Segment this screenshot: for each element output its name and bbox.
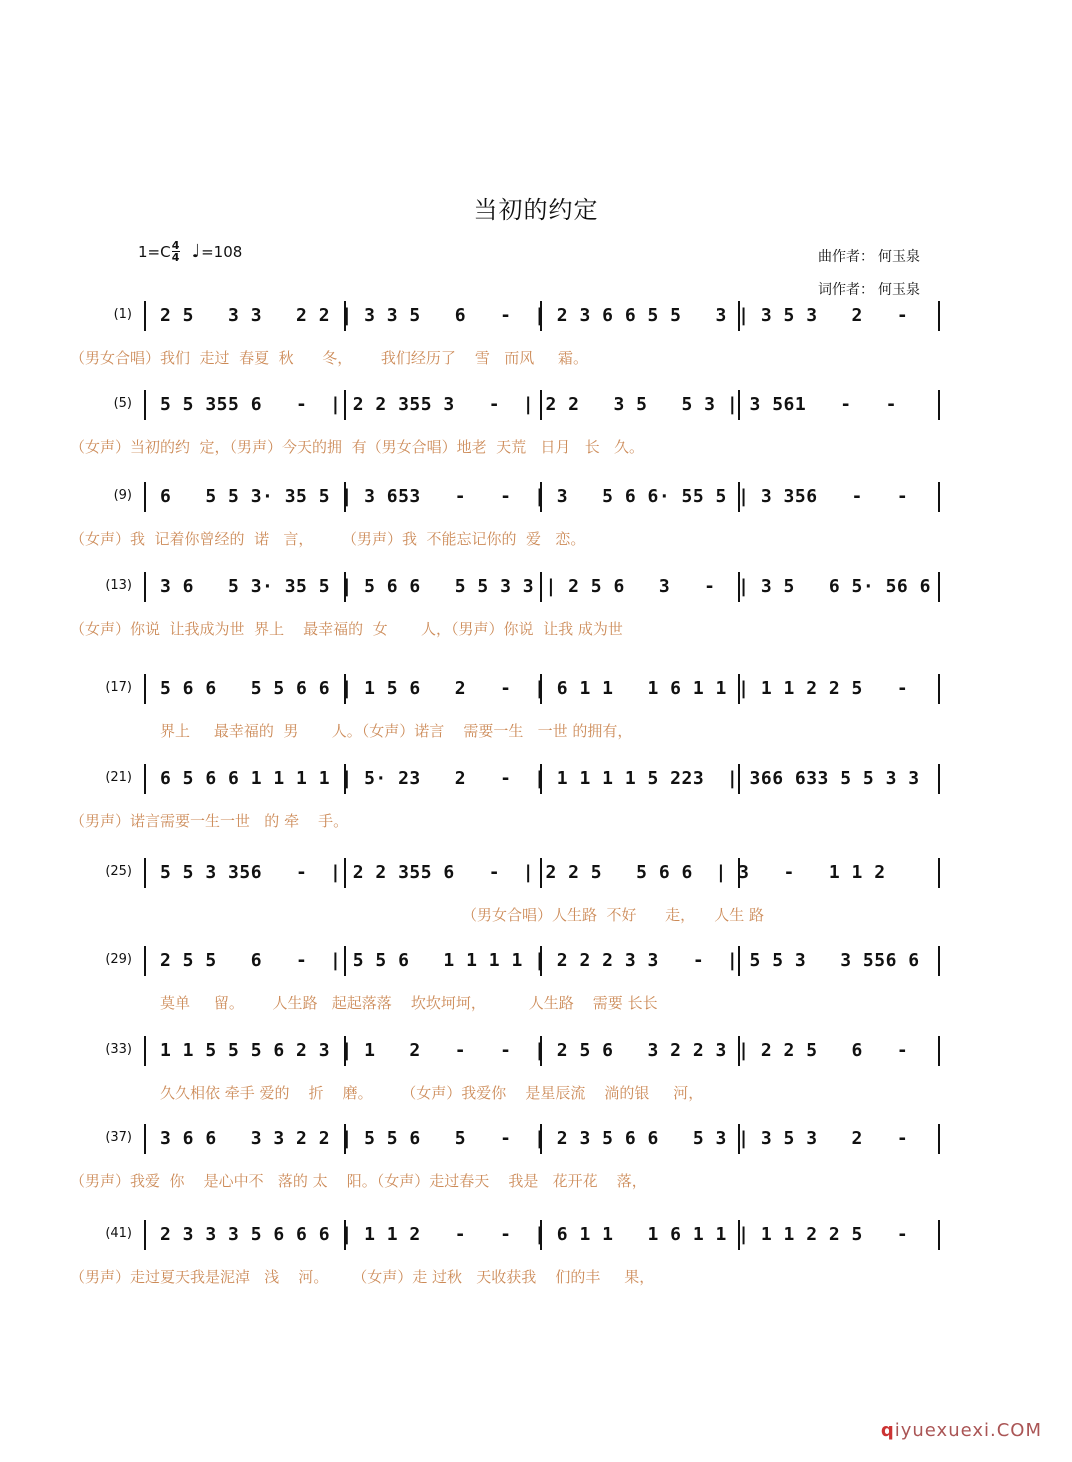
lyric-line: （男女合唱）人生路 不好 走， 人生 路 bbox=[462, 906, 764, 924]
barline bbox=[938, 674, 940, 704]
notation-line: 5 5 355 6 - | 2 2 355 3 - | 2 2 3 5 5 3 | 3 561 - - bbox=[160, 394, 897, 415]
notation-line: 1 1 5 5 5 6 2 3 | 1 2 - - | 2 5 6 3 2 2 3 | 2 2 5 6 - bbox=[160, 1040, 909, 1061]
lyric-line: 莫单 留。 人生路 起起落落 坎坎坷坷， 人生路 需要 长长 bbox=[160, 994, 658, 1012]
score-line bbox=[0, 952, 1072, 1022]
key-tempo-line bbox=[138, 240, 242, 263]
quarter-note-icon: ♩ bbox=[191, 241, 201, 262]
lyric-line: （男声）我爱 你 是心中不 落的 太 阳。（女声）走过春天 我是 花开花 落， bbox=[70, 1172, 647, 1190]
barline bbox=[938, 764, 940, 794]
notation-line: 6 5 5 3· 35 5 | 3 653 - - | 3 5 6 6· 55 5 | 3 356 - - bbox=[160, 486, 909, 507]
score-line bbox=[0, 1042, 1072, 1112]
notation-line: 2 5 3 3 2 2 | 3 3 5 6 - | 2 3 6 6 5 5 3 | 3 5 3 2 - bbox=[160, 305, 909, 326]
score-line bbox=[0, 396, 1072, 466]
barline bbox=[938, 1220, 940, 1250]
score-line bbox=[0, 864, 1072, 934]
barline bbox=[144, 764, 146, 794]
notation-line: 3 6 6 3 3 2 2 | 5 5 6 5 - | 2 3 5 6 6 5 3 | 3 5 3 2 - bbox=[160, 1128, 909, 1149]
measure-number: (41) bbox=[105, 1226, 132, 1241]
measure-number: (29) bbox=[105, 952, 132, 967]
score-line bbox=[0, 680, 1072, 750]
barline bbox=[144, 946, 146, 976]
site-watermark: qiyuexuexi.COM bbox=[880, 1420, 1042, 1441]
score-line bbox=[0, 488, 1072, 558]
score-line bbox=[0, 770, 1072, 840]
lyric-line: （女声）当初的约 定，（男声）今天的拥 有（男女合唱）地老 天荒 日月 长 久。 bbox=[70, 438, 645, 456]
barline bbox=[144, 390, 146, 420]
barline bbox=[144, 572, 146, 602]
lyric-line: （男声）走过夏天我是泥淖 浅 河。 （女声）走 过秋 天收获我 们的丰 果， bbox=[70, 1268, 655, 1286]
measure-number: (25) bbox=[105, 864, 132, 879]
lyric-line: （女声）我 记着你曾经的 诺 言， （男声）我 不能忘记你的 爱 恋。 bbox=[70, 530, 586, 548]
notation-line: 2 3 3 3 5 6 6 6 | 1 1 2 - - | 6 1 1 1 6 1 1 | 1 1 2 2 5 - bbox=[160, 1224, 909, 1245]
notation-line: 6 5 6 6 1 1 1 1 | 5· 23 2 - | 1 1 1 1 5 223 | 366 633 5 5 3 3 bbox=[160, 768, 920, 789]
lyric-line: （男声）诺言需要一生一世 的 牵 手。 bbox=[70, 812, 349, 830]
score-line bbox=[0, 307, 1072, 377]
measure-number: (33) bbox=[105, 1042, 132, 1057]
measure-number: (17) bbox=[105, 680, 132, 695]
barline bbox=[144, 1036, 146, 1066]
barline bbox=[144, 1124, 146, 1154]
barline bbox=[938, 482, 940, 512]
barline bbox=[938, 1124, 940, 1154]
measure-number: (5) bbox=[113, 396, 132, 411]
barline bbox=[144, 1220, 146, 1250]
measure-number: (13) bbox=[105, 578, 132, 593]
notation-line: 5 5 3 356 - | 2 2 355 6 - | 2 2 5 5 6 6 | 3 - 1 1 2 bbox=[160, 862, 886, 883]
barline bbox=[144, 482, 146, 512]
notation-line: 3 6 5 3· 35 5 | 5 6 6 5 5 3 3 | 2 5 6 3 - | 3 5 6 5· 56 6 bbox=[160, 576, 931, 597]
time-signature bbox=[172, 240, 180, 263]
lyric-line: 久久相依 牵手 爱的 折 磨。 （女声）我爱你 是星辰流 淌的银 河， bbox=[160, 1084, 704, 1102]
lyricist-credit: 词作者： 何玉泉 bbox=[818, 282, 920, 298]
time-denominator: 4 bbox=[171, 251, 180, 264]
measure-number: (1) bbox=[113, 307, 132, 322]
lyric-line: 界上 最幸福的 男 人。（女声）诺言 需要一生 一世 的拥有， bbox=[160, 722, 633, 740]
measure-number: (37) bbox=[105, 1130, 132, 1145]
notation-line: 5 6 6 5 5 6 6 | 1 5 6 2 - | 6 1 1 1 6 1 1 | 1 1 2 2 5 - bbox=[160, 678, 909, 699]
barline bbox=[938, 301, 940, 331]
notation-line: 2 5 5 6 - | 5 5 6 1 1 1 1 | 2 2 2 3 3 - | 5 5 3 3 556 6 bbox=[160, 950, 920, 971]
score-line bbox=[0, 578, 1072, 648]
score-line bbox=[0, 1130, 1072, 1200]
barline bbox=[938, 572, 940, 602]
barline bbox=[938, 390, 940, 420]
measure-number: (9) bbox=[113, 488, 132, 503]
lyric-line: （男女合唱）我们 走过 春夏 秋 冬， 我们经历了 雪 而风 霜。 bbox=[70, 349, 589, 367]
tempo-value: =108 bbox=[201, 242, 243, 261]
barline bbox=[938, 1036, 940, 1066]
time-numerator: 4 bbox=[171, 239, 180, 252]
composer-credit: 曲作者： 何玉泉 bbox=[818, 249, 920, 265]
measure-number: (21) bbox=[105, 770, 132, 785]
barline bbox=[938, 946, 940, 976]
barline bbox=[144, 301, 146, 331]
song-title: 当初的约定 bbox=[473, 196, 599, 224]
key-signature: 1=C bbox=[138, 242, 171, 261]
score-line bbox=[0, 1226, 1072, 1296]
barline bbox=[144, 858, 146, 888]
barline bbox=[938, 858, 940, 888]
lyric-line: （女声）你说 让我成为世 界上 最幸福的 女 人，（男声）你说 让我 成为世 bbox=[70, 620, 623, 638]
barline bbox=[144, 674, 146, 704]
